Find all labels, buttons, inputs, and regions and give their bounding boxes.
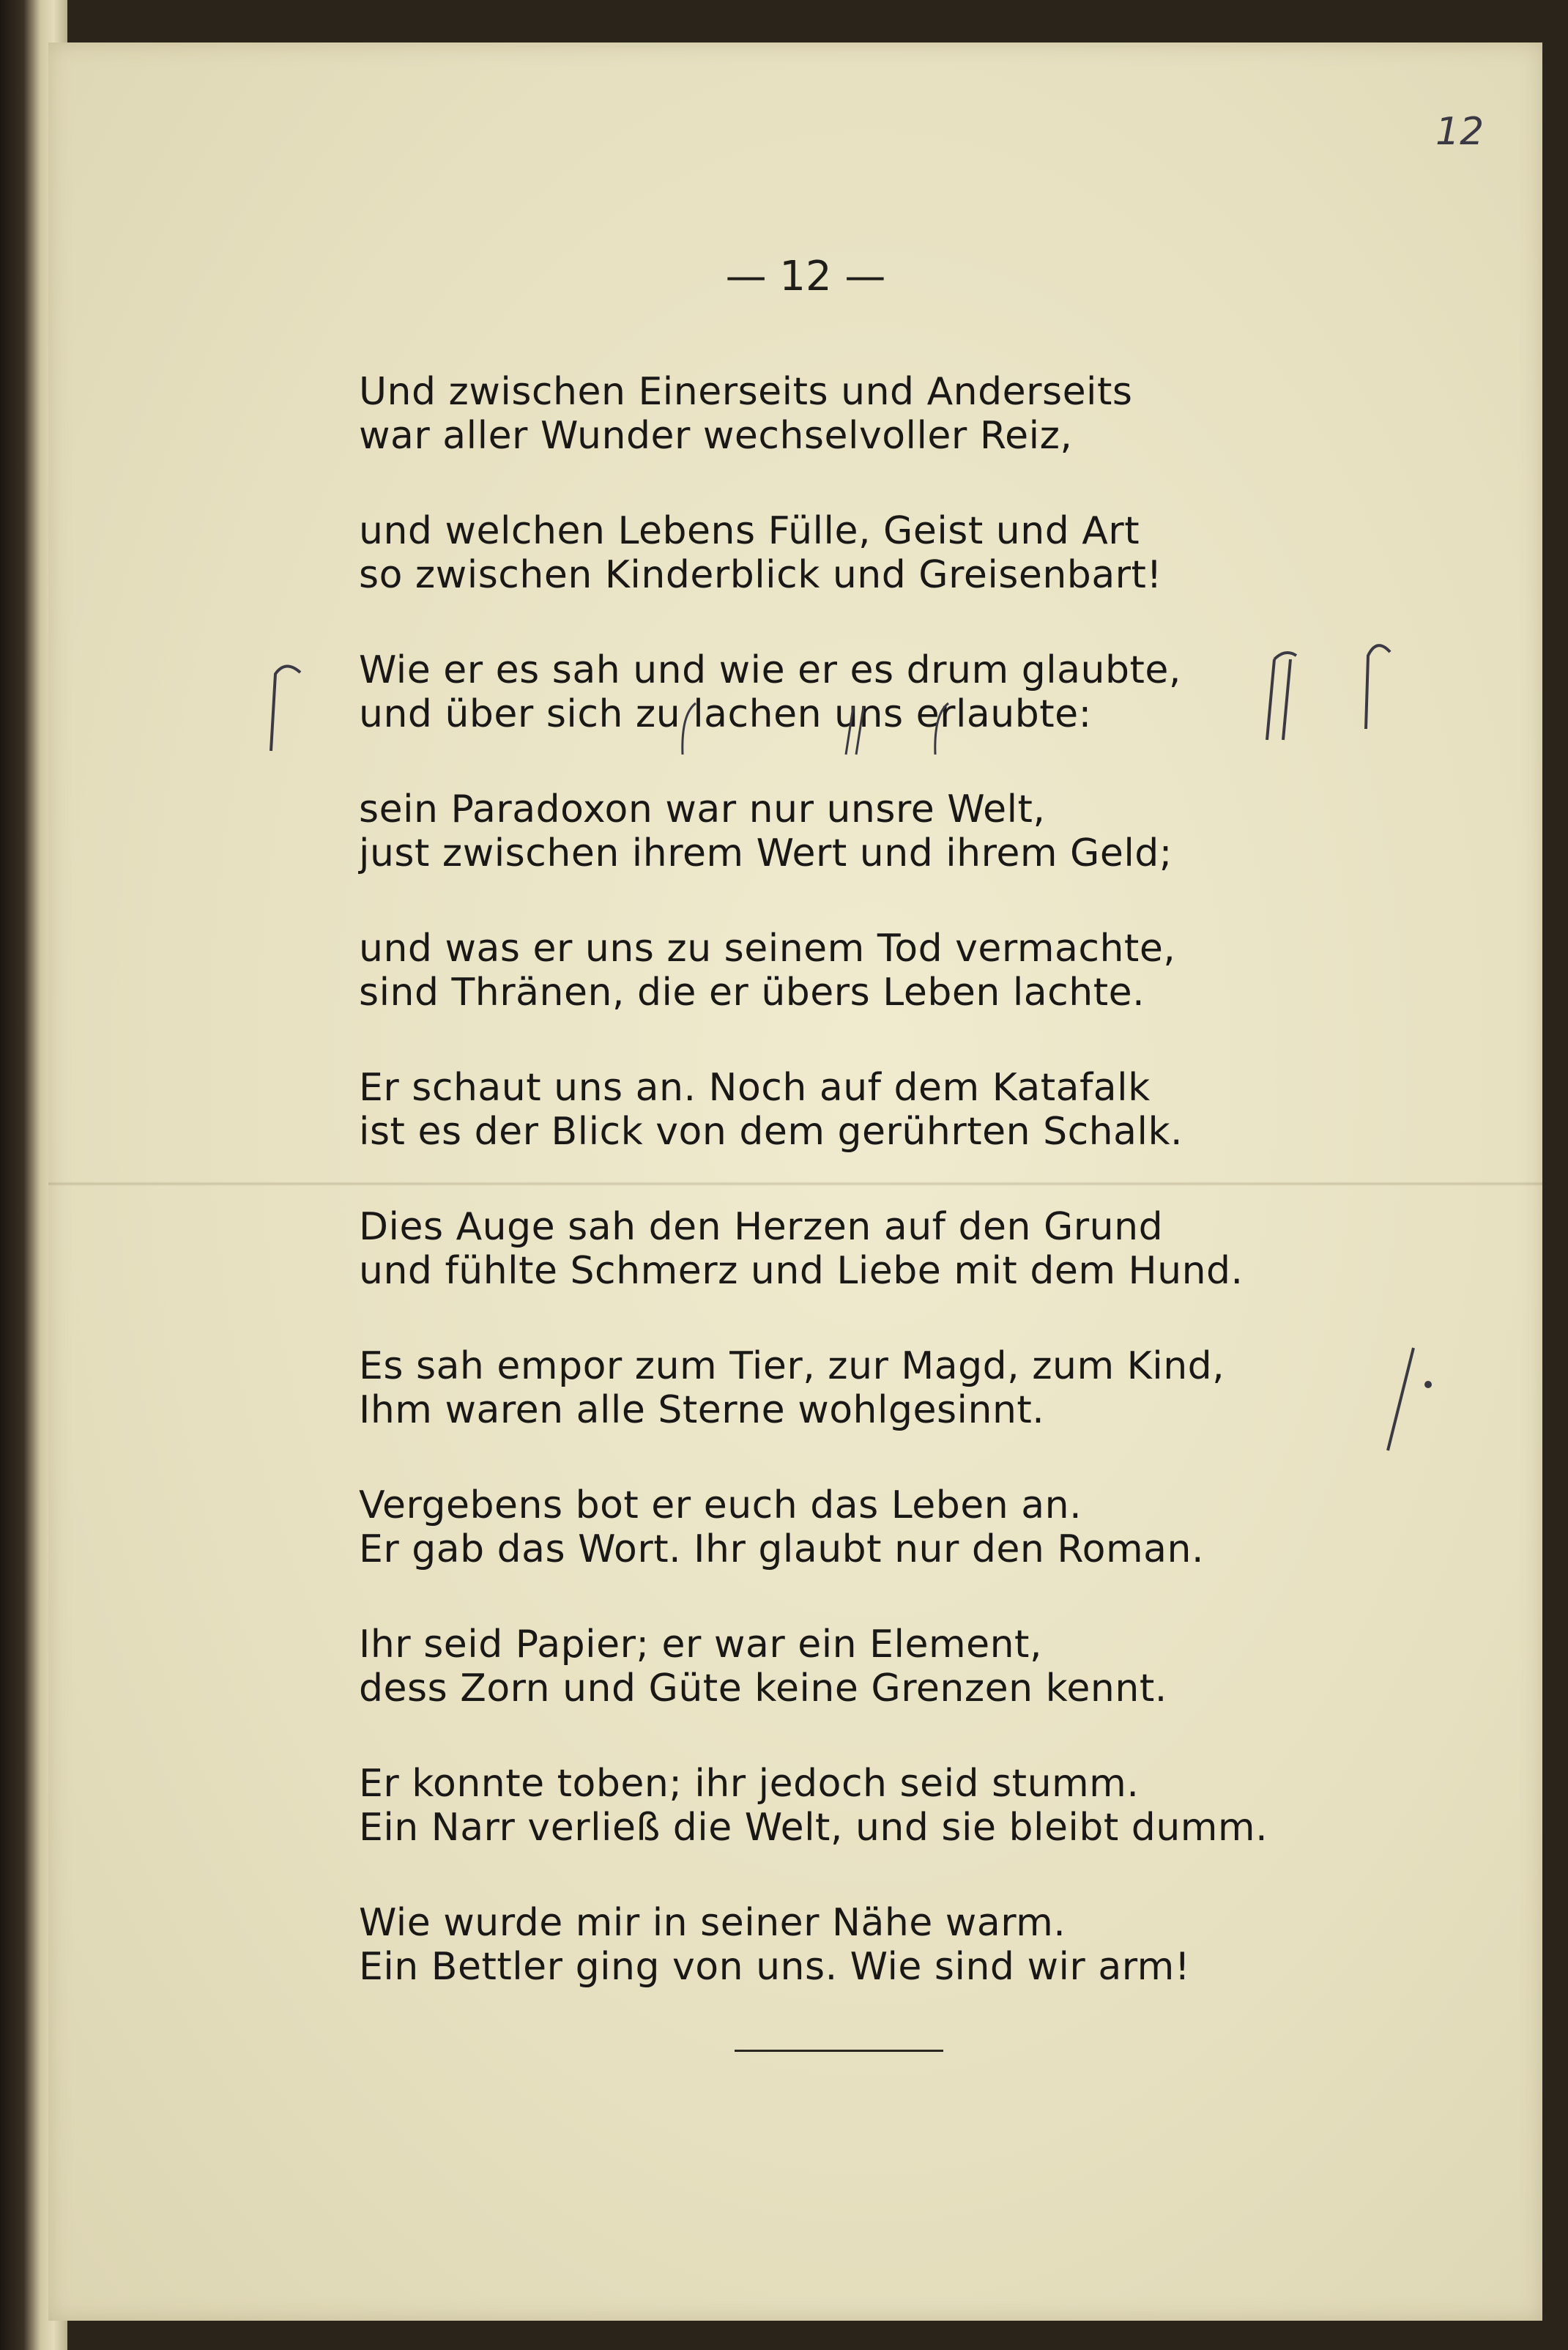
- stanza: [359, 1066, 1311, 1154]
- verse-line: Er schaut uns an. Noch auf dem Katafalk: [359, 1066, 1151, 1110]
- verse-line: Er gab das Wort. Ihr glaubt nur den Roman.: [359, 1527, 1205, 1571]
- verse-line: und was er uns zu seinem Tod vermachte,: [359, 927, 1176, 971]
- pencil-insert-mark: [926, 700, 956, 758]
- verse-line: ist es der Blick von dem gerührten Schalk.: [359, 1110, 1184, 1154]
- stanza: [359, 370, 1311, 458]
- pencil-break-mark: [1252, 645, 1311, 747]
- verse-line: Ein Narr verließ die Welt, und sie bleibt dumm.: [359, 1806, 1268, 1850]
- verse-line: just zwischen ihrem Wert und ihrem Geld;: [359, 831, 1173, 875]
- verse-line: sind Thränen, die er übers Leben lachte.: [359, 971, 1145, 1015]
- page-fold-crease: [48, 1182, 1542, 1186]
- verse-line: Wie wurde mir in seiner Nähe warm.: [359, 1901, 1066, 1945]
- verse-line: und über sich zu lachen uns erlaubte:: [359, 692, 1092, 736]
- pencil-paragraph-mark: [1348, 637, 1399, 733]
- stanza: [359, 648, 1311, 736]
- page-number: — 12 —: [725, 253, 886, 300]
- pencil-paragraph-mark: [256, 659, 315, 755]
- pencil-insert-mark: [674, 700, 703, 758]
- stanza: [359, 1762, 1311, 1850]
- verse-line: Ihr seid Papier; er war ein Element,: [359, 1623, 1042, 1667]
- verse-line: Und zwischen Einerseits und Anderseits: [359, 370, 1133, 414]
- pencil-slash-mark: [1377, 1341, 1435, 1458]
- stanza: [359, 787, 1311, 875]
- verse-line: sein Paradoxon war nur unsre Welt,: [359, 787, 1046, 831]
- verse-line: Dies Auge sah den Herzen auf den Grund: [359, 1205, 1164, 1249]
- stanza: [359, 1344, 1311, 1432]
- verse-line: Ihm waren alle Sterne wohlgesinnt.: [359, 1388, 1045, 1432]
- stanza: [359, 1205, 1311, 1293]
- verse-line: und fühlte Schmerz und Liebe mit dem Hund.: [359, 1249, 1244, 1293]
- stanza: [359, 1901, 1311, 1989]
- verse-line: so zwischen Kinderblick und Greisenbart!: [359, 553, 1162, 597]
- stanza: [359, 1483, 1311, 1571]
- stanza: [359, 927, 1311, 1015]
- verse-line: Er konnte toben; ihr jedoch seid stumm.: [359, 1762, 1140, 1806]
- pencil-folio-number: 12: [1435, 110, 1485, 154]
- stanza: [359, 509, 1311, 597]
- verse-line: Wie er es sah und wie er es drum glaubte,: [359, 648, 1181, 692]
- verse-line: Es sah empor zum Tier, zur Magd, zum Kind,: [359, 1344, 1225, 1388]
- verse-line: Ein Bettler ging von uns. Wie sind wir arm!: [359, 1945, 1191, 1989]
- stanza: [359, 1623, 1311, 1710]
- verse-line: war aller Wunder wechselvoller Reiz,: [359, 414, 1073, 458]
- verse-line: dess Zorn und Güte keine Grenzen kennt.: [359, 1667, 1167, 1710]
- verse-line: Vergebens bot er euch das Leben an.: [359, 1483, 1082, 1527]
- pencil-insert-mark: [839, 700, 875, 758]
- closing-rule: [735, 2050, 943, 2052]
- verse-line: und welchen Lebens Fülle, Geist und Art: [359, 509, 1140, 553]
